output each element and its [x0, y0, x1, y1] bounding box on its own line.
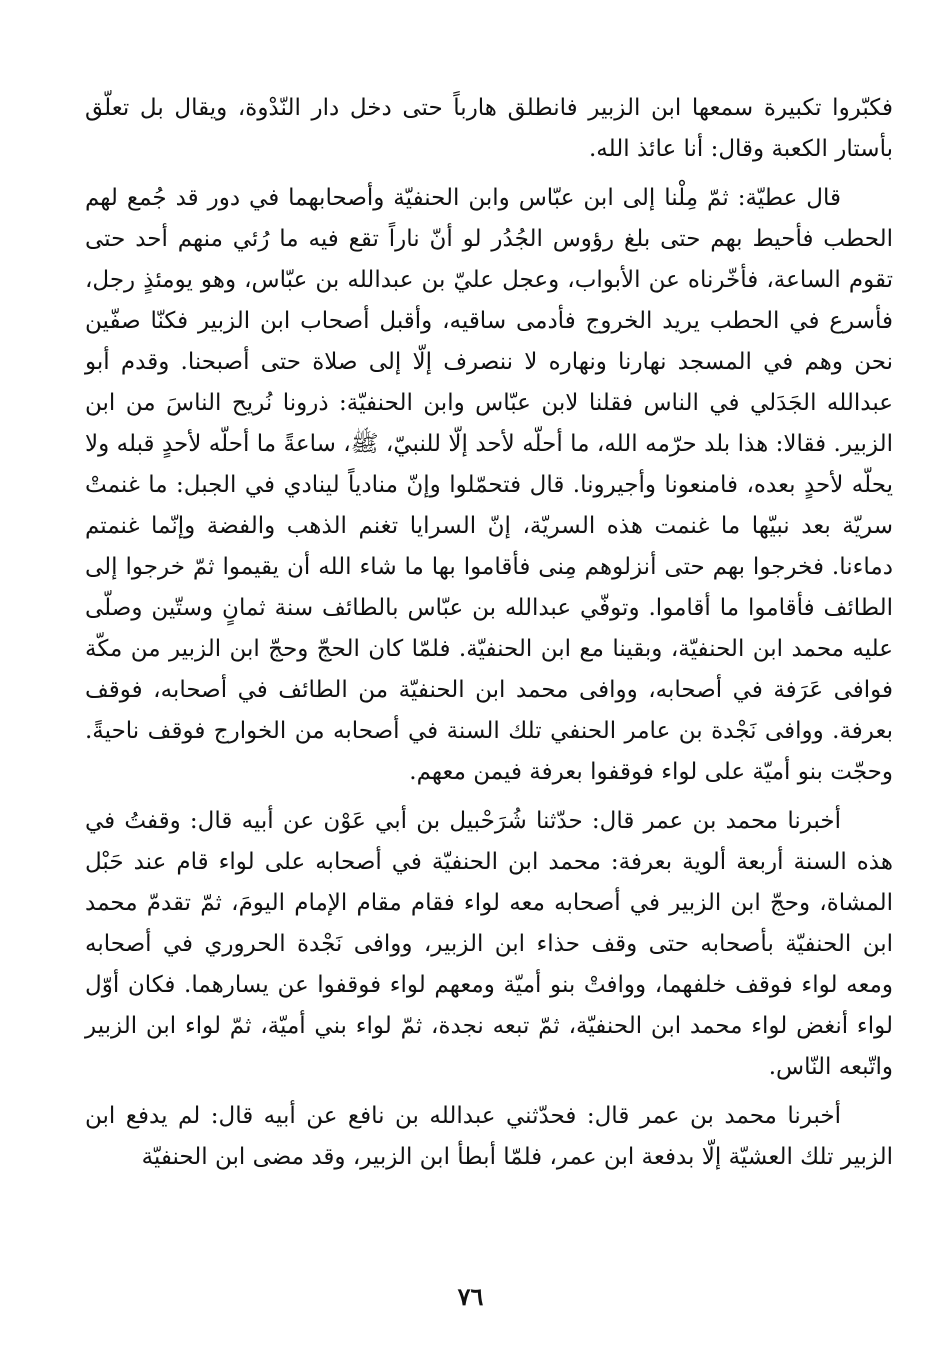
- paragraph-ibn-umar: أخبرنا محمد بن عمر قال: فحدّثني عبدالله بن نافع عن أبيه قال: لم يدفع ابن الزبير تلك العشيّة إلّا بدفعة ابن عمر، فلمّا أبطأ ابن الزبير، وقد مضى ابن الحنفيّة: [85, 1103, 893, 1170]
- paragraph-continuation: فكبّروا تكبيرة سمعها ابن الزبير فانطلق هارباً حتى دخل دار النّدْوة، ويقال بل تعلّق بأستار الكعبة وقال: أنا عائذ الله.: [85, 95, 893, 162]
- body-text: [85, 88, 893, 1186]
- paragraph-four-banners: أخبرنا محمد بن عمر قال: حدّثنا شُرَحْبيل بن أبي عَوْن عن أبيه قال: وقفتُ في هذه السنة أربعة ألوية بعرفة: محمد ابن الحنفيّة في أصحابه على لواء قام عند حَبْل المشاة، وحجّ ابن الزبير في أصحابه معه لواء فقام مقام الإمام اليومَ، ثمّ تقدمّ محمد ابن الحنفيّة بأصحابه حتى وقف حذاء ابن الزبير، ووافى نَجْدة الحروري في أصحابه ومعه لواء فوقف خلفهما، ووافتْ بنو أميّة ومعهم لواء فوقفوا عن يسارهما. فكان أوّل لواء أنغض لواء محمد ابن الحنفيّة، ثمّ تبعه نجدة، ثمّ لواء بني أميّة، ثمّ لواء ابن الزبير واتّبعه النّاس.: [85, 808, 893, 1080]
- paragraph-atiyya-account: قال عطيّة: ثمّ مِلْنا إلى ابن عبّاس وابن الحنفيّة وأصحابهما في دور قد جُمع لهم الحطب فأحيط بهم حتى بلغ رؤوس الجُدُر لو أنّ ناراً تقع فيه ما رُئي منهم أحد حتى تقوم الساعة، فأخّرناه عن الأبواب، وعجل عليّ بن عبدالله بن عبّاس، وهو يومئذٍ رجل، فأسرع في الحطب يريد الخروج فأدمى ساقيه، وأقبل أصحاب ابن الزبير فكنّا صفّين نحن وهم في المسجد نهارنا ونهاره لا ننصرف إلّا إلى صلاة حتى أصبحنا. وقدم أبو عبدالله الجَدَلي في الناس فقلنا لابن عبّاس وابن الحنفيّة: ذرونا نُريح الناسَ من ابن الزبير. فقالا: هذا بلد حرّمه الله، ما أحلّه لأحد إلّا للنبيّ، ﷺ، ساعةً ما أحلّه لأحدٍ قبله ولا يحلّه لأحدٍ بعده، فامنعونا وأجيرونا. قال فتحمّلوا وإنّ منادياً لينادي في الجبل: ما غنمتْ سريّة بعد نبيّها ما غنمت هذه السريّة، إنّ السرايا تغنم الذهب والفضة وإنّما غنمتم دماءنا. فخرجوا بهم حتى أنزلوهم مِنى فأقاموا بها ما شاء الله أن يقيموا ثمّ خرجوا إلى الطائف فأقاموا ما أقاموا. وتوفّي عبدالله بن عبّاس بالطائف سنة ثمانٍ وستّين وصلّى عليه محمد ابن الحنفيّة، وبقينا مع ابن الحنفيّة. فلمّا كان الحجّ وحجّ ابن الزبير من مكّة فوافى عَرَفة في أصحابه، ووافى محمد ابن الحنفيّة من الطائف في أصحابه، فوقف بعرفة. ووافى نَجْدة بن عامر الحنفي تلك السنة في أصحابه من الخوارج فوقف ناحيةً. وحجّت بنو أميّة على لواء فوقفوا بعرفة فيمن معهم.: [85, 185, 893, 785]
- page-number: ٧٦: [457, 1282, 484, 1311]
